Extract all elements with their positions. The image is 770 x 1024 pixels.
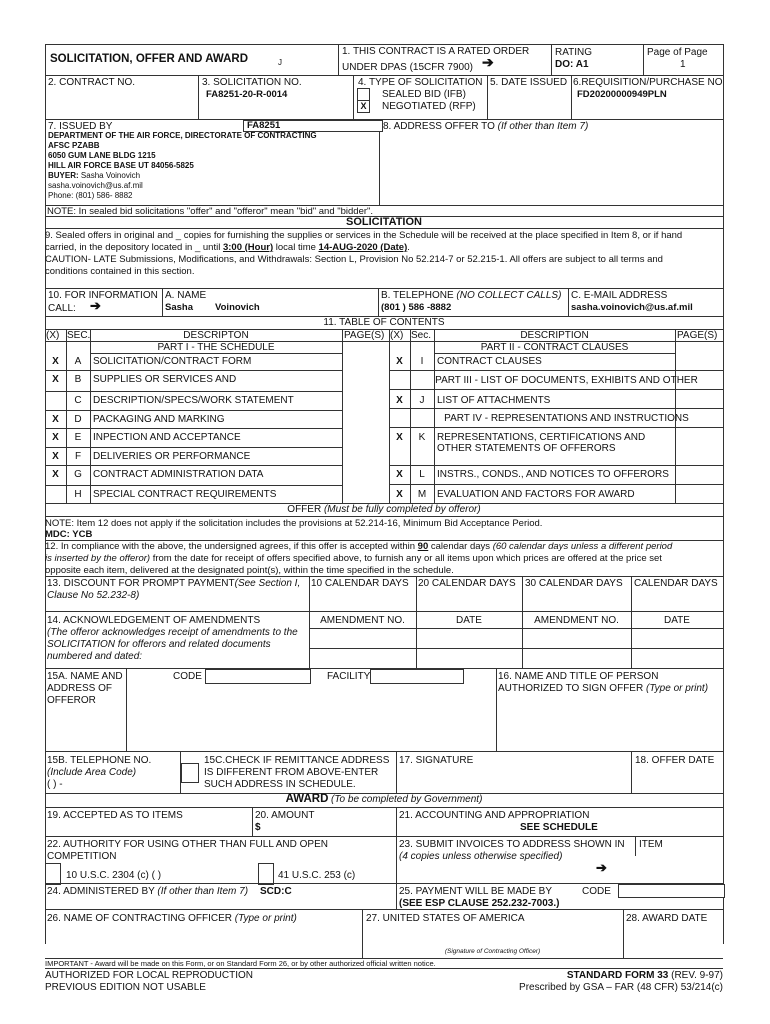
- toc-row-desc: INPECTION AND ACCEPTANCE: [93, 432, 241, 443]
- important-note: IMPORTANT - Award will be made on this Form, or on Standard Form 26, or by other authorized official written notice.: [45, 959, 436, 968]
- toc-title: 11. TABLE OF CONTENTS: [323, 317, 445, 328]
- amount-label: 20. AMOUNT: [255, 810, 315, 821]
- toc-col-sec: SEC.: [67, 330, 91, 341]
- item9-local: local time: [275, 242, 316, 253]
- ack-note2: SOLICITATION for offerors and related documents: [47, 639, 271, 650]
- officer-label: 26. NAME OF CONTRACTING OFFICER: [47, 913, 233, 924]
- item9-depository: carried, in the depository located in _ until: [45, 242, 221, 253]
- toc-row-sec: H: [74, 489, 82, 500]
- toc-row-k-x: X: [396, 432, 403, 443]
- amendment-date-header-2: DATE: [664, 615, 690, 626]
- buyer-label: BUYER:: [48, 171, 79, 180]
- auth-line: [498, 683, 708, 694]
- discount-line: [47, 578, 300, 589]
- info-label: 10. FOR INFORMATION: [48, 290, 158, 301]
- usa-label: 27. UNITED STATES OF AMERICA: [366, 913, 525, 924]
- info-email-label: C. E-MAIL ADDRESS: [571, 290, 668, 301]
- toc-part3: PART III - LIST OF DOCUMENTS, EXHIBITS AND OTHER: [435, 375, 698, 386]
- facility-label: FACILITY: [327, 671, 371, 682]
- toc-row-desc: SUPPLIES OR SERVICES AND: [93, 374, 237, 385]
- payment-code-field[interactable]: [618, 884, 725, 898]
- signature-label: 17. SIGNATURE: [399, 755, 474, 766]
- toc-row-j-sec: J: [419, 395, 425, 406]
- footer-right2: Prescribed by GSA – FAR (48 CFR) 53/214(c): [519, 982, 723, 993]
- toc-row-divider: [45, 391, 342, 392]
- offer-heading-note: (Must be fully completed by offeror): [323, 504, 481, 515]
- toc-row-x: X: [52, 374, 59, 385]
- page-value: 1: [680, 59, 686, 70]
- issued-by-code: FA8251: [243, 120, 383, 132]
- toc-row-x: X: [52, 469, 59, 480]
- buyer-line: [48, 171, 140, 180]
- toc-row-divider: [45, 410, 342, 411]
- toc-row-k-sec: K: [418, 432, 426, 443]
- discount-10: 10 CALENDAR DAYS: [311, 578, 409, 589]
- toc-row-sec: G: [74, 469, 82, 480]
- rated-order-label: 1. THIS CONTRACT IS A RATED ORDER: [342, 46, 530, 57]
- payment-label: 25. PAYMENT WILL BE MADE BY: [399, 886, 553, 897]
- offeror-name-label1: 15A. NAME AND: [47, 671, 123, 682]
- page-label: Page of Page: [647, 47, 708, 58]
- toc-col-pages2: PAGE(S): [677, 330, 718, 341]
- type-label: 4. TYPE OF SOLICITATION: [358, 77, 483, 88]
- accounting-value: SEE SCHEDULE: [520, 822, 598, 833]
- usc-2304-label: 10 U.S.C. 2304 (c) ( ): [66, 870, 162, 881]
- award-heading: AWARD: [285, 793, 329, 805]
- form-title: SOLICITATION, OFFER AND AWARD: [50, 53, 249, 65]
- toc-part1: PART I - THE SCHEDULE: [157, 342, 275, 353]
- footer-left1: AUTHORIZED FOR LOCAL REPRODUCTION: [45, 970, 253, 981]
- toc-row-desc: SOLICITATION/CONTRACT FORM: [93, 356, 252, 367]
- discount-label: 13. DISCOUNT FOR PROMPT PAYMENT: [47, 578, 235, 589]
- toc-row-desc: DESCRIPTION/SPECS/WORK STATEMENT: [93, 395, 294, 406]
- title-mark: J: [278, 58, 282, 67]
- amendment-no-header-2: AMENDMENT NO.: [534, 615, 619, 626]
- rating-label: RATING: [555, 47, 593, 58]
- toc-row-divider: [45, 485, 342, 486]
- accepted-label: 19. ACCEPTED AS TO ITEMS: [47, 810, 183, 821]
- signature-caption: (Signature of Contracting Officer): [444, 948, 541, 955]
- admin-code: SCD:C: [260, 886, 292, 897]
- tel-label: 15B. TELEPHONE NO.: [47, 755, 152, 766]
- auth-label2: AUTHORIZED TO SIGN OFFER: [498, 683, 644, 694]
- discount-30: 30 CALENDAR DAYS: [525, 578, 623, 589]
- admin-note: (If other than Item 7): [157, 886, 249, 897]
- officer-line: [47, 913, 297, 924]
- buyer-name: Sasha Voinovich: [80, 171, 141, 180]
- toc-row-i-sec: I: [420, 356, 424, 367]
- officer-note: (Type or print): [234, 913, 297, 924]
- remit-checkbox[interactable]: [181, 763, 199, 783]
- dpas-label: UNDER DPAS (15CFR 7900): [342, 62, 473, 73]
- auth-note: (Type or print): [645, 683, 709, 694]
- toc-row-l-sec: L: [419, 469, 425, 480]
- item9-line1: 9. Sealed offers in original and _ copies for furnishing the supplies or services in the Schedule will be received at the place specified in Item 8, or if hand: [45, 230, 683, 241]
- toc-row-sec: E: [74, 432, 82, 443]
- footer-left2: PREVIOUS EDITION NOT USABLE: [45, 982, 206, 993]
- buyer-phone: Phone: (801) 586- 8882: [48, 191, 133, 200]
- ack-note3: numbered and dated:: [47, 651, 143, 662]
- toc-row-desc: CONTRACT ADMINISTRATION DATA: [93, 469, 264, 480]
- toc-row-desc: PACKAGING AND MARKING: [93, 414, 225, 425]
- issuer-line4: HILL AIR FORCE BASE UT 84056-5825: [48, 161, 194, 170]
- item12-calendar: calendar days: [430, 541, 491, 552]
- toc-row-k-desc2: OTHER STATEMENTS OF OFFERORS: [437, 443, 616, 454]
- item-label: ITEM: [639, 839, 663, 850]
- solicitation-no-label: 3. SOLICITATION NO.: [202, 77, 302, 88]
- toc-row-sec: A: [74, 356, 82, 367]
- issued-by-label: 7. ISSUED BY: [48, 121, 113, 132]
- buyer-email: sasha.voinovich@us.af.mil: [48, 181, 143, 190]
- admin-label: 24. ADMINISTERED BY: [47, 886, 155, 897]
- toc-row-divider: [45, 370, 342, 371]
- item12-note2: is inserted by the offeror): [45, 553, 151, 564]
- offeror-name-label2: ADDRESS OF: [47, 683, 113, 694]
- item12-note: (60 calendar days unless a different period: [492, 541, 673, 552]
- toc-row-sec: B: [74, 374, 82, 385]
- payment-code-label: CODE: [582, 886, 611, 897]
- offeror-code-field[interactable]: [205, 669, 311, 684]
- item9-date: 14-AUG-2020 (Date): [318, 242, 408, 253]
- ack-note1: (The offeror acknowledges receipt of amendments to the: [47, 627, 298, 638]
- arrow-right-icon: ➔: [90, 298, 101, 313]
- award-date-label: 28. AWARD DATE: [626, 913, 708, 924]
- submit-invoices-note: (4 copies unless otherwise specified): [399, 851, 563, 862]
- toc-row-k-desc: REPRESENTATIONS, CERTIFICATIONS AND: [437, 432, 646, 443]
- offer-heading: OFFER: [287, 504, 322, 515]
- item12-days: 90: [417, 541, 429, 552]
- toc-row-x: X: [52, 432, 59, 443]
- item12-intro: 12. In compliance with the above, the undersigned agrees, if this offer is accepted within: [45, 541, 416, 552]
- offeror-code-label: CODE: [173, 671, 202, 682]
- info-phone-line: [381, 290, 561, 301]
- date-issued-label: 5. DATE ISSUED: [490, 77, 568, 88]
- ack-label: 14. ACKNOWLEDGEMENT OF AMENDMENTS: [47, 615, 261, 626]
- footer-form-rev: (REV. 9-97): [671, 970, 723, 981]
- toc-row-divider: [45, 447, 342, 448]
- toc-col-sec2: Sec.: [411, 330, 432, 341]
- authority-line1: 22. AUTHORITY FOR USING OTHER THAN FULL AND OPEN: [47, 839, 328, 850]
- remit-line1: 15C.CHECK IF REMITTANCE ADDRESS: [204, 755, 390, 766]
- negotiated-checkbox[interactable]: X: [357, 100, 370, 113]
- auth-label: 16. NAME AND TITLE OF PERSON: [498, 671, 659, 682]
- toc-row-x: X: [52, 414, 59, 425]
- footer-form-name: STANDARD FORM 33: [566, 970, 669, 981]
- contract-no-label: 2. CONTRACT NO.: [48, 77, 136, 88]
- info-name-label: A. NAME: [165, 290, 207, 301]
- item12-line1: [45, 541, 672, 552]
- toc-row-sec: C: [74, 395, 82, 406]
- info-first-name: Sasha: [165, 302, 193, 313]
- footer-right1: [567, 970, 723, 981]
- remit-line2: IS DIFFERENT FROM ABOVE-ENTER: [204, 767, 379, 778]
- info-phone-note: (NO COLLECT CALLS): [456, 290, 562, 301]
- usc-253-label: 41 U.S.C. 253 (c): [278, 870, 356, 881]
- item9-caution: CAUTION- LATE Submissions, Modifications, and Withdrawals: Section L, Provision No 52.214-7 or 52.215-1. All offers are subject to all terms and: [45, 254, 663, 265]
- authority-line2: COMPETITION: [47, 851, 117, 862]
- item9-conditions: conditions contained in this section.: [45, 266, 195, 277]
- offer-note: NOTE: Item 12 does not apply if the solicitation includes the provisions at 52.214-16, Minimum Bid Acceptance Period.: [45, 518, 543, 529]
- discount-note: (See Section I,: [234, 578, 301, 589]
- offer-mdc: MDC: YCB: [45, 529, 93, 540]
- info-phone-value: (801 ) 586 -8882: [381, 302, 452, 313]
- toc-row-divider: [45, 428, 342, 429]
- item12-text2: from the date for receipt of offers specified above, to furnish any or all items upon which prices are offered at the price set: [152, 553, 662, 564]
- amount-symbol: $: [255, 822, 261, 833]
- item12-line3: opposite each item, delivered at the designated point(s), within the time specified in the schedule.: [45, 565, 454, 576]
- discount-note2: Clause No 52.232-8): [47, 590, 140, 601]
- toc-row-divider: [45, 465, 342, 466]
- tel-value: ( ) -: [47, 779, 63, 790]
- toc-part4: PART IV - REPRESENTATIONS AND INSTRUCTIONS: [444, 413, 689, 424]
- arrow-right-icon: ➔: [482, 54, 494, 70]
- negotiated-label: NEGOTIATED (RFP): [382, 101, 476, 112]
- issuer-line1: DEPARTMENT OF THE AIR FORCE, DIRECTORATE OF CONTRACTING: [48, 131, 317, 140]
- sealed-bid-note: NOTE: In sealed bid solicitations "offer" and "offeror" mean "bid" and "bidder".: [47, 206, 374, 217]
- info-last-name: Voinovich: [215, 302, 260, 313]
- toc-row-x: X: [52, 356, 59, 367]
- toc-col-x2: (X): [390, 330, 404, 341]
- sealed-bid-label: SEALED BID (IFB): [382, 89, 466, 100]
- rating-value: DO: A1: [555, 59, 589, 70]
- toc-row-sec: F: [74, 451, 82, 462]
- toc-row-desc: DELIVERIES OR PERFORMANCE: [93, 451, 251, 462]
- info-email-value: sasha.voinovich@us.af.mil: [571, 302, 693, 313]
- item9-time: 3:00 (Hour): [222, 242, 274, 253]
- toc-row-m-desc: EVALUATION AND FACTORS FOR AWARD: [437, 489, 635, 500]
- requisition-value: FD20200000949PLN: [577, 89, 667, 100]
- offer-date-label: 18. OFFER DATE: [635, 755, 715, 766]
- solicitation-no-value: FA8251-20-R-0014: [206, 89, 288, 100]
- amendment-no-header-1: AMENDMENT NO.: [320, 615, 405, 626]
- solicitation-heading: SOLICITATION: [346, 216, 422, 228]
- toc-col-desc2: DESCRIPTION: [520, 330, 589, 341]
- toc-row-sec: D: [74, 414, 82, 425]
- issuer-line2: AFSC PZABB: [48, 141, 100, 150]
- tel-note: (Include Area Code): [47, 767, 137, 778]
- submit-invoices-label: 23. SUBMIT INVOICES TO ADDRESS SHOWN IN: [399, 839, 625, 850]
- offer-heading-line: [45, 504, 723, 515]
- offeror-name-label3: OFFEROR: [47, 695, 96, 706]
- toc-row-j-x: X: [396, 395, 403, 406]
- facility-field[interactable]: [370, 669, 464, 684]
- award-heading-note: (To be completed by Government): [331, 794, 483, 805]
- discount-cal: CALENDAR DAYS: [634, 578, 718, 589]
- address-offer-label: 8. ADDRESS OFFER TO: [383, 121, 495, 132]
- toc-col-pages: PAGE(S): [344, 330, 385, 341]
- address-offer-note: (If other than Item 7): [497, 121, 589, 132]
- toc-row-l-desc: INSTRS., CONDS., AND NOTICES TO OFFERORS: [437, 469, 669, 480]
- toc-row-i-desc: CONTRACT CLAUSES: [437, 356, 542, 367]
- toc-row-m-x: X: [396, 489, 403, 500]
- info-call-label: CALL:: [48, 303, 76, 314]
- toc-part2: PART II - CONTRACT CLAUSES: [480, 342, 629, 353]
- discount-20: 20 CALENDAR DAYS: [418, 578, 516, 589]
- accounting-label: 21. ACCOUNTING AND APPROPRIATION: [399, 810, 590, 821]
- award-heading-line: [45, 794, 723, 805]
- usc-2304-checkbox[interactable]: [45, 863, 61, 885]
- address-offer-line: [383, 121, 588, 132]
- toc-row-m-sec: M: [417, 489, 427, 500]
- item12-line2: [45, 553, 662, 564]
- toc-col-x: (X): [46, 330, 60, 341]
- payment-value: (SEE ESP CLAUSE 252.232-7003.): [399, 898, 560, 909]
- item9-line2: carried, in the depository located in _ until 3:00 (Hour) local time 14-AUG-2020 (Date).: [45, 242, 410, 253]
- arrow-right-icon: ➔: [596, 860, 607, 875]
- toc-col-desc: DESCRIPTON: [183, 330, 249, 341]
- toc-row-desc: SPECIAL CONTRACT REQUIREMENTS: [93, 489, 277, 500]
- requisition-label: 6.REQUISITION/PURCHASE NO: [573, 77, 723, 88]
- toc-row-x: X: [52, 451, 59, 462]
- info-phone-label: B. TELEPHONE: [381, 290, 454, 301]
- usc-253-checkbox[interactable]: [258, 863, 274, 885]
- admin-line: [47, 886, 248, 897]
- toc-row-j-desc: LIST OF ATTACHMENTS: [437, 395, 551, 406]
- issuer-line3: 6050 GUM LANE BLDG 1215: [48, 151, 156, 160]
- amendment-date-header-1: DATE: [456, 615, 482, 626]
- toc-row-i-x: X: [396, 356, 403, 367]
- toc-row-l-x: X: [396, 469, 403, 480]
- remit-line3: SUCH ADDRESS IN SCHEDULE.: [204, 779, 356, 790]
